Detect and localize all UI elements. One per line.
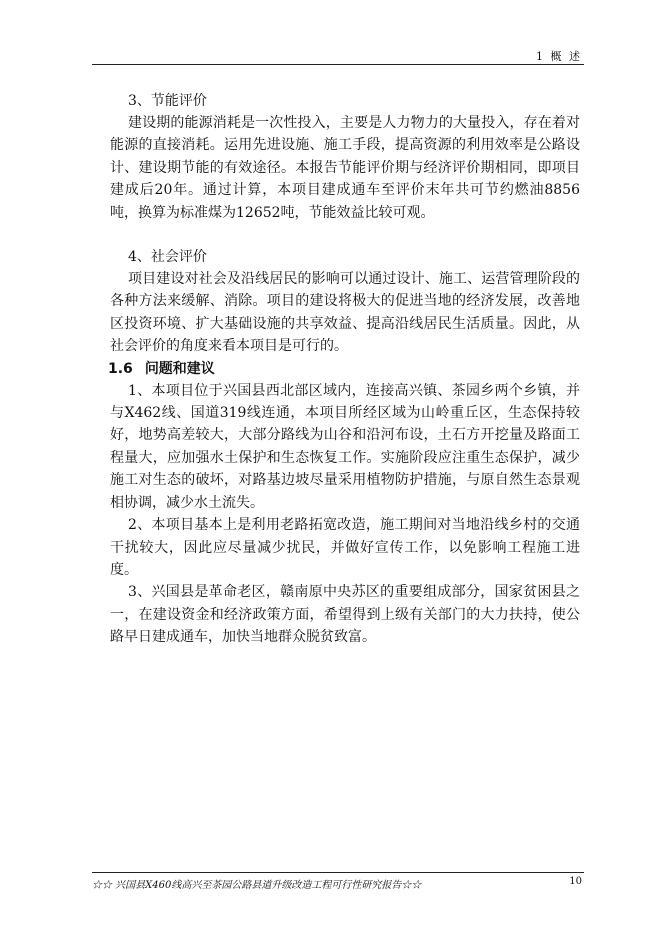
chapter-label: 1 概 述 [536,50,582,63]
social-heading: 4、社会评价 [128,249,207,266]
energy-heading: 3、节能评价 [128,93,207,109]
report-title: ☆☆ 兴国县X460线高兴至茶园公路县道升级改造工程可行性研究报告☆☆ [92,880,422,891]
document-body [110,90,580,649]
energy-paragraph: 建设期的能源消耗是一次性投入，主要是人力物力的大量投入，存在着对能源的直接消耗。运用先进设施、施工手段，提高资源的利用效率是公路设计、建设期节能的有效途径。本报告节能评价期与经济评价期相同，即项目建成后20年。通过计算，本项目建成通车至评价末年共可节约燃油8856吨，换算为标准煤为12652吨，节能效益比较可观。 [110,115,580,221]
section-number: 1.6 [108,360,133,377]
suggestion-paragraph-1: 1、本项目位于兴国县西北部区域内，连接高兴镇、茶园乡两个乡镇，并与X462线、国道319线连通，本项目所经区域为山岭重丘区，生态保持较好，地势高差较大，大部分路线为山谷和沿河布设，土石方开挖量及路面工程量大，应加强水土保护和生态恢复工作。实施阶段应注重生态保护，减少施工对生态的破坏，对路基边坡尽量采用植物防护措施，与原自然生态景观相协调，减少水土流失。 [110,382,580,511]
suggestion-paragraph-2: 2、本项目基本上是利用老路拓宽改造，施工期间对当地沿线乡村的交通干扰较大，因此应尽量减少扰民，并做好宣传工作，以免影响工程施工进度。 [110,517,580,578]
social-paragraph: 项目建设对社会及沿线居民的影响可以通过设计、施工、运营管理阶段的各种方法来缓解、消除。项目的建设将极大的促进当地的经济发展，改善地区投资环境、扩大基础设施的共享效益、提高沿线居民生活质量。因此，从社会评价的角度来看本项目是可行的。 [110,271,580,355]
page-header [92,44,584,65]
suggestion-paragraph-3: 3、兴国县是革命老区，赣南原中央苏区的重要组成部分，国家贫困县之一，在建设资金和经济政策方面，希望得到上级有关部门的大力扶持，使公路早日建成通车，加快当地群众脱贫致富。 [110,584,580,646]
section-heading [108,358,580,380]
page-number: 10 [569,876,582,887]
page-footer [92,872,584,893]
section-title: 问题和建议 [144,360,215,377]
